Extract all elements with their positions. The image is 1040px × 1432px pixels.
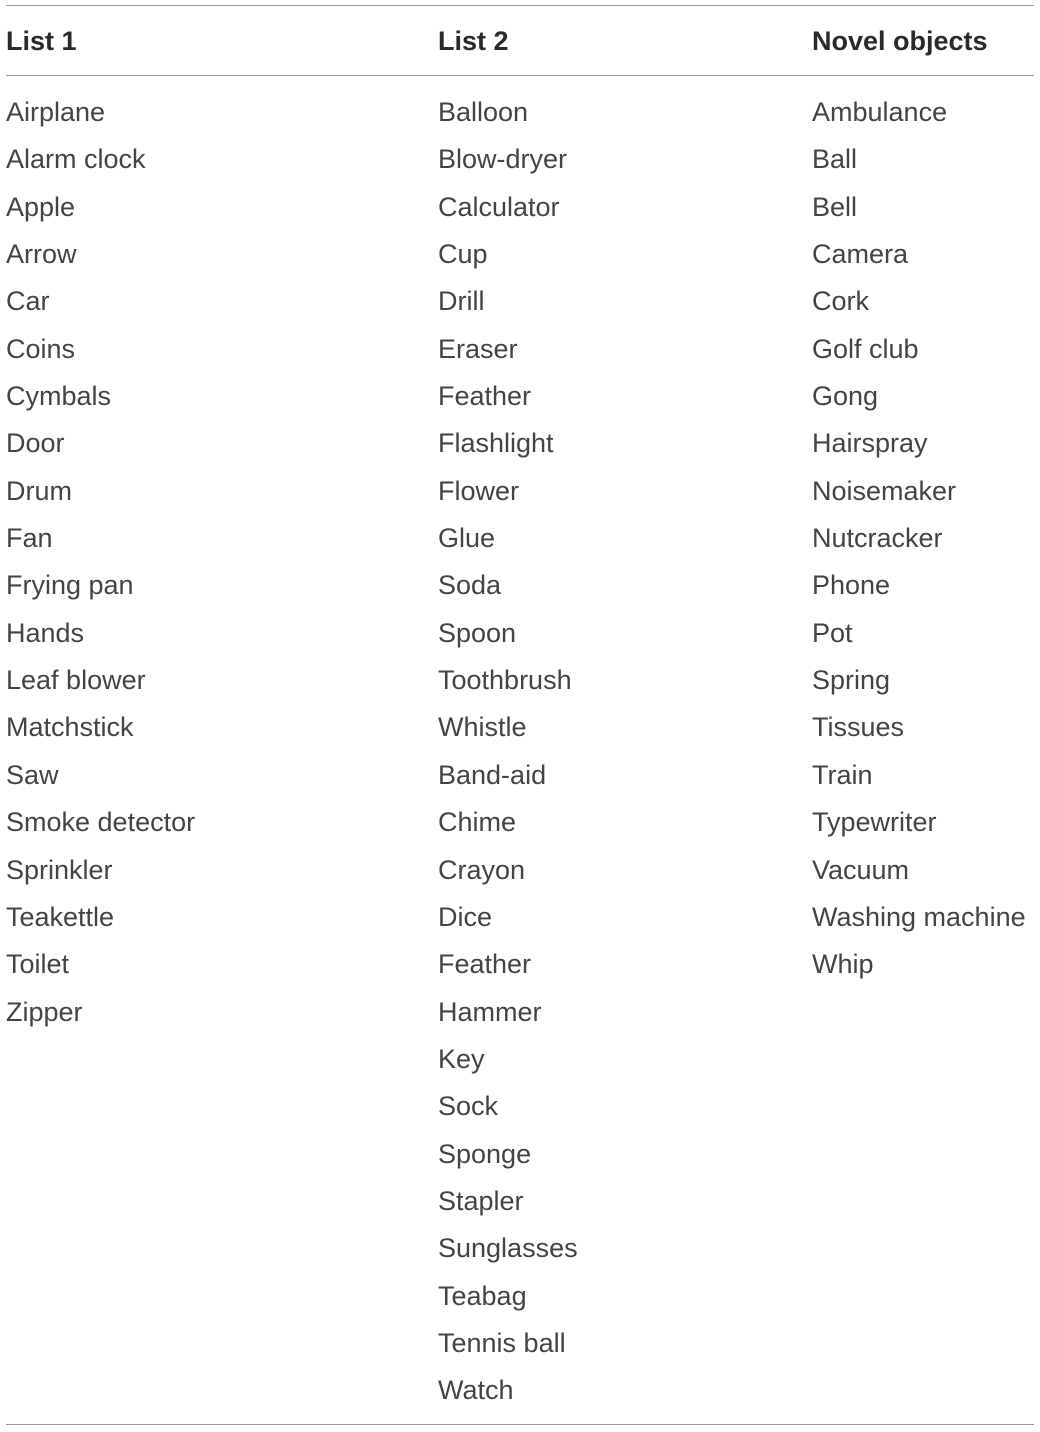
novel-objects-column: [812, 89, 1026, 989]
header-novel-objects: Novel objects: [812, 26, 988, 56]
list-1-item: Zipper: [6, 996, 83, 1027]
novel-objects-item: Washing machine: [812, 901, 1026, 932]
novel-objects-item: Pot: [812, 617, 853, 648]
list-2-item: Drill: [438, 286, 485, 317]
list-2-item: Eraser: [438, 333, 518, 364]
list-2-item: Cup: [438, 239, 488, 270]
novel-objects-item: Golf club: [812, 333, 919, 364]
novel-objects-item: Camera: [812, 239, 909, 270]
novel-objects-item: Ball: [812, 144, 858, 175]
novel-objects-item: Bell: [812, 191, 858, 222]
list-2-item: Hammer: [438, 996, 542, 1027]
list-2-item: Spoon: [438, 617, 517, 648]
list-1-item: Car: [6, 286, 50, 317]
list-2-item: Blow-dryer: [438, 144, 568, 175]
table-bottom-rule: [6, 1424, 1034, 1425]
novel-objects-item: Nutcracker: [812, 523, 943, 554]
novel-objects-item: Cork: [812, 286, 870, 317]
list-1-item: Teakettle: [6, 901, 115, 932]
list-2-item: Whistle: [438, 712, 527, 743]
list-2-item: Stapler: [438, 1185, 524, 1216]
list-2-item: Sponge: [438, 1138, 532, 1169]
list-2-item: Soda: [438, 570, 502, 601]
list-2-item: Feather: [438, 381, 532, 412]
novel-objects-item: Vacuum: [812, 854, 910, 885]
list-2-item: Chime: [438, 807, 517, 838]
novel-objects-item: Train: [812, 759, 873, 790]
table-header-row: [0, 20, 1040, 62]
list-2-item: Crayon: [438, 854, 526, 885]
list-2-item: Calculator: [438, 191, 560, 222]
header-list-1: List 1: [6, 26, 77, 56]
table-header-rule: [6, 75, 1034, 76]
list-2-item: Feather: [438, 949, 532, 980]
list-2-item: Flashlight: [438, 428, 554, 459]
list-2-item: Flower: [438, 475, 520, 506]
list-2-column: [438, 89, 578, 1415]
list-1-item: Arrow: [6, 239, 77, 270]
list-1-item: Frying pan: [6, 570, 134, 601]
list-2-item: Sock: [438, 1091, 499, 1122]
list-2-item: Tennis ball: [438, 1327, 566, 1358]
list-1-item: Fan: [6, 523, 53, 554]
novel-objects-item: Gong: [812, 381, 879, 412]
list-1-item: Drum: [6, 475, 72, 506]
list-1-item: Airplane: [6, 97, 106, 127]
list-1-item: Matchstick: [6, 712, 134, 743]
list-1-item: Alarm clock: [6, 144, 146, 175]
list-1-item: Apple: [6, 191, 76, 222]
list-1-item: Hands: [6, 617, 85, 648]
header-list-2: List 2: [438, 26, 509, 56]
novel-objects-item: Spring: [812, 665, 891, 696]
list-1-item: Door: [6, 428, 65, 459]
novel-objects-item: Typewriter: [812, 807, 937, 838]
novel-objects-item: Whip: [812, 949, 874, 980]
list-2-item: Watch: [438, 1375, 514, 1406]
list-2-item: Toothbrush: [438, 665, 572, 696]
list-1-item: Coins: [6, 333, 76, 364]
novel-objects-item: Hairspray: [812, 428, 928, 459]
list-2-item: Sunglasses: [438, 1233, 578, 1264]
list-2-item: Teabag: [438, 1280, 527, 1311]
table-top-rule: [6, 5, 1034, 6]
list-1-item: Toilet: [6, 949, 70, 980]
novel-objects-item: Phone: [812, 570, 891, 601]
list-2-item: Glue: [438, 523, 496, 554]
list-2-item: Dice: [438, 901, 493, 932]
list-2-item: Band-aid: [438, 759, 547, 790]
novel-objects-item: Tissues: [812, 712, 905, 743]
novel-objects-item: Ambulance: [812, 97, 948, 127]
list-1-item: Sprinkler: [6, 854, 113, 885]
novel-objects-item: Noisemaker: [812, 475, 957, 506]
list-1-item: Saw: [6, 759, 59, 790]
list-2-item: Balloon: [438, 97, 529, 127]
list-2-item: Key: [438, 1043, 485, 1074]
list-1-item: Cymbals: [6, 381, 112, 412]
list-1-item: Smoke detector: [6, 807, 196, 838]
list-1-column: [6, 89, 195, 1036]
list-1-item: Leaf blower: [6, 665, 146, 696]
